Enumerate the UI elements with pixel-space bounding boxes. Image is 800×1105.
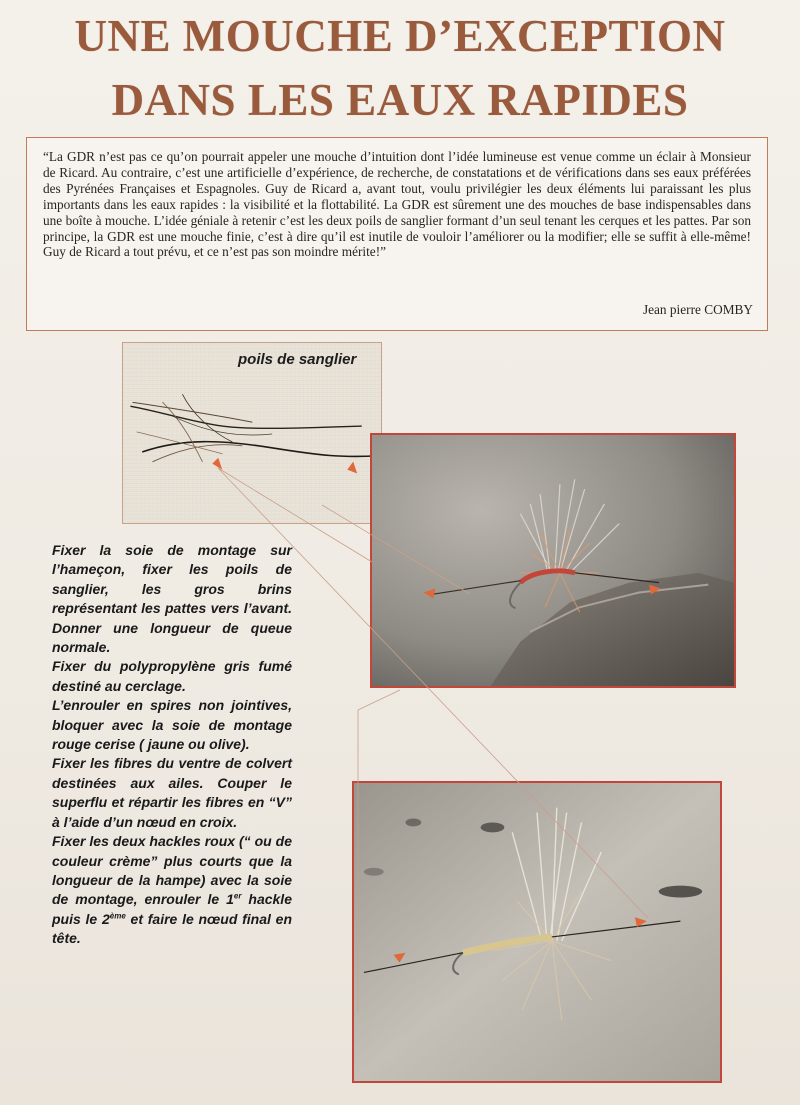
step-5-sup-1: er	[233, 891, 242, 901]
step-5-part-b: hackle puis le 2	[52, 891, 292, 927]
title-line-1: UNE MOUCHE D’EXCEPTION	[74, 11, 726, 61]
instruction-step-3: L’enrouler en spires non jointives, bloquer avec la soie de montage rouge cerise ( jaune ou olive).	[52, 697, 292, 753]
fly-on-rock-photo	[370, 433, 736, 688]
instruction-step-4: Fixer les fibres du ventre de colvert destinées aux ailes. Couper le superflu et répartir les fibres en “V” à l’aide d’un nœud en croix.	[52, 755, 292, 830]
quote-box	[26, 137, 768, 331]
step-5-sup-2: ème	[109, 911, 126, 921]
tying-instructions	[52, 541, 292, 949]
instruction-step-1: Fixer la soie de montage sur l’hameçon, fixer les poils de sanglier, les gros brins représentant les pattes vers l’avant. Donner une longueur de queue normale.	[52, 542, 292, 656]
quote-author: Jean pierre COMBY	[642, 302, 753, 317]
title-line-2: DANS LES EAUX RAPIDES	[111, 75, 689, 125]
step-5-part-c: et faire le nœud final en tête.	[52, 910, 292, 947]
boar-hair-label: poils de sanglier	[238, 351, 357, 368]
step-5-part-a: Fixer les deux hackles roux (“ ou de couleur crème” plus courts que la longueur de la hampe) avec la soie de montage, enrouler le 1	[52, 833, 292, 908]
instruction-step-2: Fixer du polypropylène gris fumé destiné au cerclage.	[52, 658, 292, 694]
instruction-step-5	[52, 832, 292, 948]
fly-closeup-photo	[352, 781, 722, 1083]
boar-hair-photo	[122, 342, 382, 524]
quote-text: “La GDR n’est pas ce qu’on pourrait appeler une mouche d’intuition dont l’idée lumineuse est venue comme un éclair à Monsieur de Ricard. Au contraire, c’est une artificielle d’expérience, de recherche, de constatations et de vérifications dans ses eaux préférées des Pyrénées Françaises et Espagnoles. Guy de Ricard a, avant tout, voulu privilégier les deux éléments lui paraissant les plus importants dans les eaux rapides : la visibilité et la flottabilité. La GDR est sûrement une des mouches de base indispensables dans une boîte à mouche. L’idée géniale à retenir c’est les deux poils de sanglier formant d’un seul tenant les cerques et les pattes. Par son principe, la GDR est une mouche finie, c’est à dire qu’il est inutile de vouloir l’améliorer ou la modifier; elle se suffit à elle-même! Guy de Ricard a tout prévu, et ce n’est pas son moindre mérite!”	[43, 149, 751, 260]
